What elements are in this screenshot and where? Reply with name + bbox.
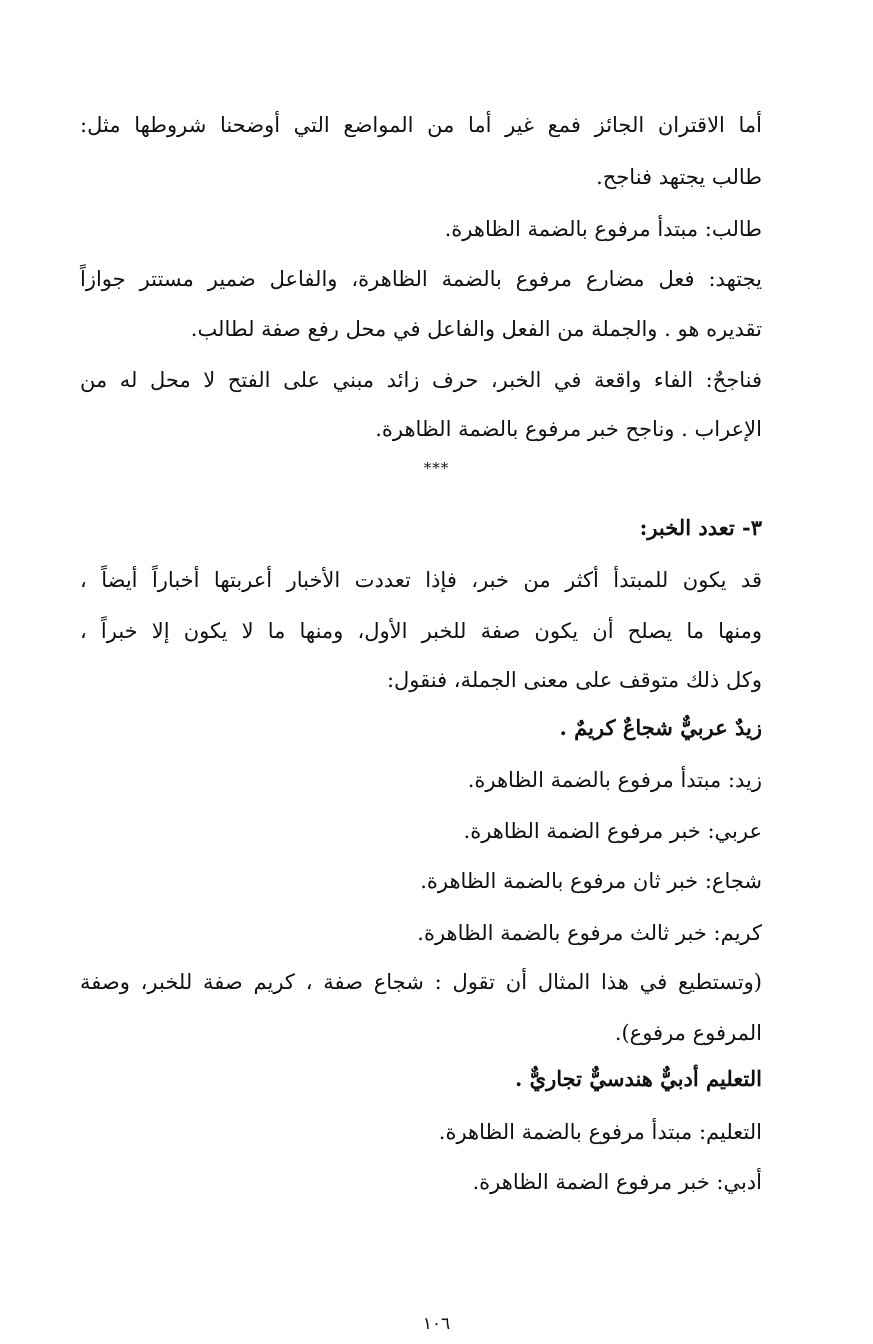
parsing-line: الإعراب . وناجح خبر مرفوع بالضمة الظاهرة.: [375, 417, 762, 441]
paragraph-line: قد يكون للمبتدأ أكثر من خبر، فإذا تعددت الأخبار أعربتها أخباراً أيضاً ،: [80, 568, 762, 592]
parsing-line: زيد: مبتدأ مرفوع بالضمة الظاهرة.: [467, 768, 762, 792]
parsing-line: تقديره هو . والجملة من الفعل والفاعل في محل رفع صفة لطالب.: [190, 317, 762, 341]
parsing-line: شجاع: خبر ثان مرفوع بالضمة الظاهرة.: [420, 869, 762, 893]
parsing-line: التعليم: مبتدأ مرفوع بالضمة الظاهرة.: [438, 1120, 762, 1144]
parsing-line: أدبي: خبر مرفوع الضمة الظاهرة.: [472, 1170, 762, 1194]
parsing-line: يجتهد: فعل مضارع مرفوع بالضمة الظاهرة، والفاعل ضمير مستتر جوازاً: [80, 267, 762, 291]
parsing-line: طالب: مبتدأ مرفوع بالضمة الظاهرة.: [444, 217, 762, 241]
parsing-line: عربي: خبر مرفوع الضمة الظاهرة.: [463, 819, 762, 843]
paragraph-line: أما الاقتران الجائز فمع غير أما من المواضع التي أوضحنا شروطها مثل:: [80, 113, 762, 137]
paragraph-line: المرفوع مرفوع).: [614, 1021, 762, 1045]
section-heading: ٣- تعدد الخبر:: [639, 515, 762, 540]
paragraph-line: ومنها ما يصلح أن يكون صفة للخبر الأول، ومنها ما لا يكون إلا خبراً ،: [80, 619, 762, 643]
example-sentence: زيدٌ عربيٌّ شجاعٌ كريمٌ .: [559, 715, 762, 740]
parsing-line: كريم: خبر ثالث مرفوع بالضمة الظاهرة.: [417, 921, 762, 945]
paragraph-line: وكل ذلك متوقف على معنى الجملة، فنقول:: [386, 668, 762, 692]
section-separator: ***: [423, 459, 450, 477]
paragraph-line: (وتستطيع في هذا المثال أن تقول : شجاع صفة ، كريم صفة للخبر، وصفة: [80, 970, 762, 994]
example-sentence: التعليم أدبيٌّ هندسيٌّ تجاريٌّ .: [515, 1066, 762, 1091]
parsing-line: فناجحٌ: الفاء واقعة في الخبر، حرف زائد مبني على الفتح لا محل له من: [80, 368, 762, 392]
page-number: ١٠٦: [422, 1314, 451, 1334]
example-sentence: طالب يجتهد فناجح.: [596, 165, 762, 189]
